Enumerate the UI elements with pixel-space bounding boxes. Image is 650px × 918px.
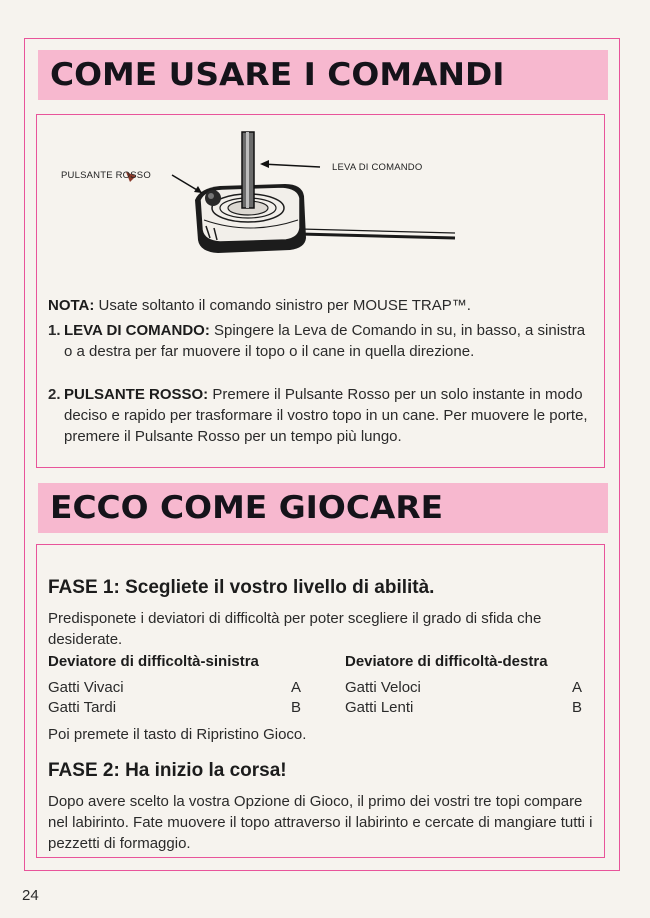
- page-number: 24: [22, 887, 39, 904]
- difficulty-option-name: Gatti Vivaci: [48, 679, 124, 696]
- red-button-label: PULSANTE ROSSO: [61, 170, 151, 181]
- step1-reset: Poi premete il tasto di Ripristino Gioco.: [48, 726, 307, 743]
- difficulty-option-setting: B: [572, 699, 583, 716]
- note-text: Usate soltanto il comando sinistro per MOUSE TRAP™.: [94, 297, 471, 314]
- section-heading-controls: [38, 50, 608, 100]
- list-item: [48, 384, 593, 447]
- item-label: PULSANTE ROSSO:: [64, 386, 209, 403]
- difficulty-option-name: Gatti Veloci: [345, 679, 421, 696]
- difficulty-option-setting: B: [291, 699, 302, 716]
- joystick-illustration: [50, 120, 490, 270]
- joystick-label: LEVA DI COMANDO: [332, 162, 423, 173]
- step1-intro: Predisponete i deviatori di difficoltà per poter scegliere il grado di sfida che desiderate.: [48, 610, 542, 648]
- item-label: LEVA DI COMANDO:: [64, 322, 210, 339]
- difficulty-option-name: Gatti Lenti: [345, 699, 414, 716]
- difficulty-option-setting: A: [572, 679, 583, 696]
- step2-title: FASE 2: Ha inizio la corsa!: [48, 760, 287, 781]
- item-text: Spingere la Leva de Comando in su, in basso, a sinistra o a destra per far muovere il topo o il cane in quella direzione.: [64, 322, 586, 360]
- step1-title: FASE 1: Scegliete il vostro livello di abilità.: [48, 577, 435, 598]
- note-label: NOTA:: [48, 297, 95, 314]
- difficulty-option-setting: A: [291, 679, 302, 696]
- item-number: 2.: [48, 386, 61, 403]
- section-title: COME USARE I COMANDI: [50, 57, 505, 93]
- joystick-diagram: [50, 120, 490, 270]
- step2-text: Dopo avere scelto la vostra Opzione di Gioco, il primo dei vostri tre topi compare nel labirinto. Fate muovere il topo attraverso il labirinto e cercate di mangiare tutti i pezzetti di formaggio.: [48, 793, 593, 852]
- right-difficulty-header: Deviatore di difficoltà-destra: [345, 653, 548, 670]
- item-number: 1.: [48, 322, 61, 339]
- item-text: Premere il Pulsante Rosso per un solo instante in modo deciso e rapido per trasformare il vostro topo in un cane. Per muovere le porte, premere il Pulsante Rosso per un tempo più lungo.: [64, 386, 588, 445]
- section-heading-how-to-play: [38, 483, 608, 533]
- note-paragraph: [48, 295, 598, 316]
- section-title: ECCO COME GIOCARE: [50, 490, 444, 526]
- left-difficulty-header: Deviatore di difficoltà-sinistra: [48, 653, 259, 670]
- list-item: [48, 320, 593, 362]
- difficulty-option-name: Gatti Tardi: [48, 699, 117, 716]
